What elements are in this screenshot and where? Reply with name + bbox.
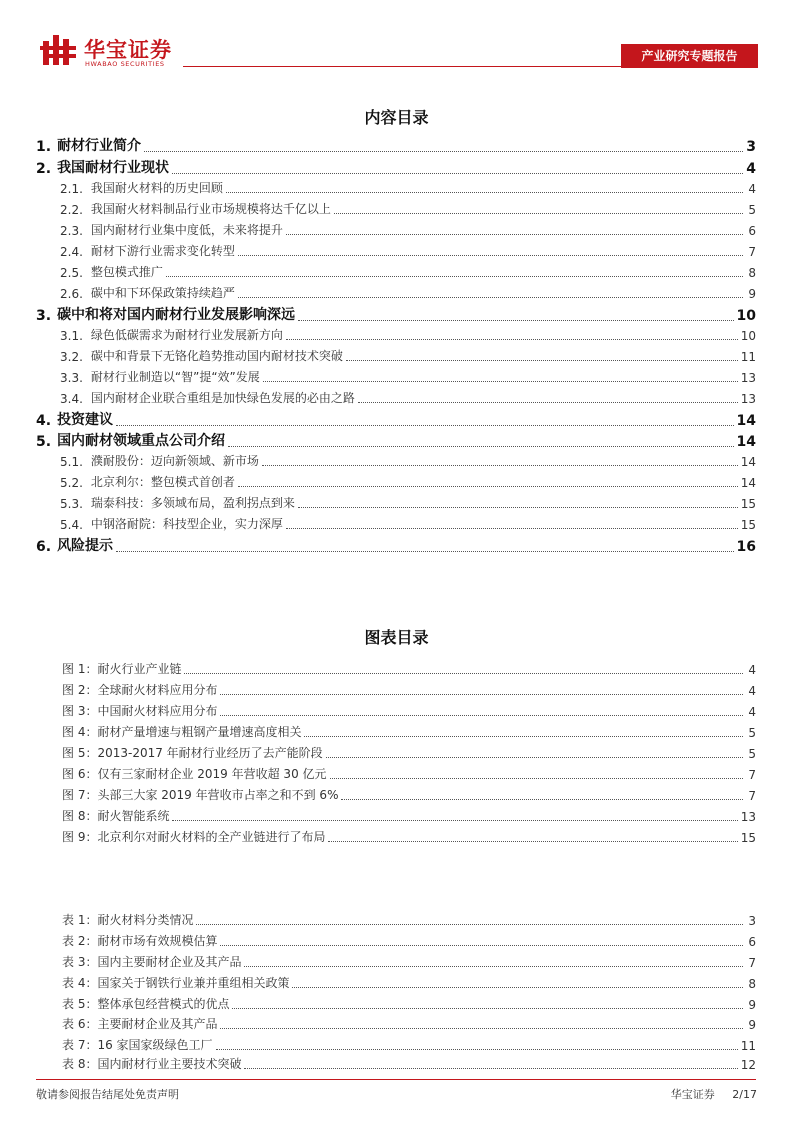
toc-subentry[interactable]: 5.1. 濮耐股份：迈向新领域、新市场 14 — [60, 454, 756, 469]
toc-subentry[interactable]: 2.3. 国内耐材行业集中度低，未来将提升 6 — [60, 223, 756, 238]
toc-entry[interactable]: 1. 耐材行业简介 3 — [36, 138, 756, 155]
table-entry[interactable]: 表 3：国内主要耐材企业及其产品 7 — [62, 955, 756, 970]
report-type-badge: 产业研究专题报告 — [621, 44, 758, 68]
figure-entry[interactable]: 图 2：全球耐火材料应用分布 4 — [62, 683, 756, 698]
toc-subentry[interactable]: 2.2. 我国耐火材料制品行业市场规模将达千亿以上 5 — [60, 202, 756, 217]
footer-info — [657, 1086, 757, 1102]
toc-entry[interactable]: 6. 风险提示 16 — [36, 538, 756, 555]
footer-company: 华宝证券 — [670, 1088, 715, 1101]
table-entry[interactable]: 表 7：16 家国家级绿色工厂 11 — [62, 1038, 756, 1053]
footer-rule — [36, 1079, 756, 1080]
disclaimer-note: 敬请参阅报告结尾处免责声明 — [36, 1088, 179, 1101]
table-entry[interactable]: 表 8：国内耐材行业主要技术突破 12 — [62, 1057, 756, 1072]
figure-entry[interactable]: 图 5：2013-2017 年耐材行业经历了去产能阶段 5 — [62, 746, 756, 761]
toc-subentry[interactable]: 3.4. 国内耐材企业联合重组是加快绿色发展的必由之路 13 — [60, 391, 756, 406]
toc-title: 内容目录 — [364, 108, 429, 127]
toc-entry[interactable]: 3. 碳中和将对国内耐材行业发展影响深远 10 — [36, 307, 756, 324]
toc-subentry[interactable]: 2.1. 我国耐火材料的历史回顾 4 — [60, 181, 756, 196]
toc-subentry[interactable]: 5.2. 北京利尔：整包模式首创者 14 — [60, 475, 756, 490]
figure-entry[interactable]: 图 1：耐火行业产业链 4 — [62, 662, 756, 677]
header-rule — [183, 66, 621, 67]
figure-entry[interactable]: 图 4：耐材产量增速与粗钢产量增速高度相关 5 — [62, 725, 756, 740]
figure-entry[interactable]: 图 6：仅有三家耐材企业 2019 年营收超 30 亿元 7 — [62, 767, 756, 782]
toc-entry[interactable]: 5. 国内耐材领域重点公司介绍 14 — [36, 433, 756, 450]
figure-entry[interactable]: 图 7：头部三大家 2019 年营收市占率之和不到 6% 7 — [62, 788, 756, 803]
toc-subentry[interactable]: 3.1. 绿色低碳需求为耐材行业发展新方向 10 — [60, 328, 756, 343]
figure-entry[interactable]: 图 9：北京利尔对耐火材料的全产业链进行了布局 15 — [62, 830, 756, 845]
page-number: 2/17 — [732, 1088, 757, 1101]
toc-entry[interactable]: 2. 我国耐材行业现状 4 — [36, 160, 756, 177]
figure-entry[interactable]: 图 8：耐火智能系统 13 — [62, 809, 756, 824]
figures-title: 图表目录 — [364, 628, 429, 647]
toc-subentry[interactable]: 5.3. 瑞泰科技：多领域布局，盈利拐点到来 15 — [60, 496, 756, 511]
table-entry[interactable]: 表 5：整体承包经营模式的优点 9 — [62, 997, 756, 1012]
table-entry[interactable]: 表 1：耐火材料分类情况 3 — [62, 913, 756, 928]
table-entry[interactable]: 表 6：主要耐材企业及其产品 9 — [62, 1017, 756, 1032]
table-entry[interactable]: 表 2：耐材市场有效规模估算 6 — [62, 934, 756, 949]
toc-entry[interactable]: 4. 投资建议 14 — [36, 412, 756, 429]
toc-subentry[interactable]: 5.4. 中钢洛耐院：科技型企业，实力深厚 15 — [60, 517, 756, 532]
toc-subentry[interactable]: 3.2. 碳中和背景下无铬化趋势推动国内耐材技术突破 11 — [60, 349, 756, 364]
figure-entry[interactable]: 图 3：中国耐火材料应用分布 4 — [62, 704, 756, 719]
logo-chinese-name: 华宝证券 — [84, 38, 172, 62]
table-entry[interactable]: 表 4：国家关于钢铁行业兼并重组相关政策 8 — [62, 976, 756, 991]
toc-subentry[interactable]: 3.3. 耐材行业制造以“智”提“效”发展 13 — [60, 370, 756, 385]
toc-subentry[interactable]: 2.5. 整包模式推广 8 — [60, 265, 756, 280]
logo-english-name: HWABAO SECURITIES — [85, 60, 165, 68]
toc-subentry[interactable]: 2.6. 碳中和下环保政策持续趋严 9 — [60, 286, 756, 301]
company-logo — [40, 33, 210, 67]
logo-mark-icon — [40, 33, 78, 67]
toc-subentry[interactable]: 2.4. 耐材下游行业需求变化转型 7 — [60, 244, 756, 259]
